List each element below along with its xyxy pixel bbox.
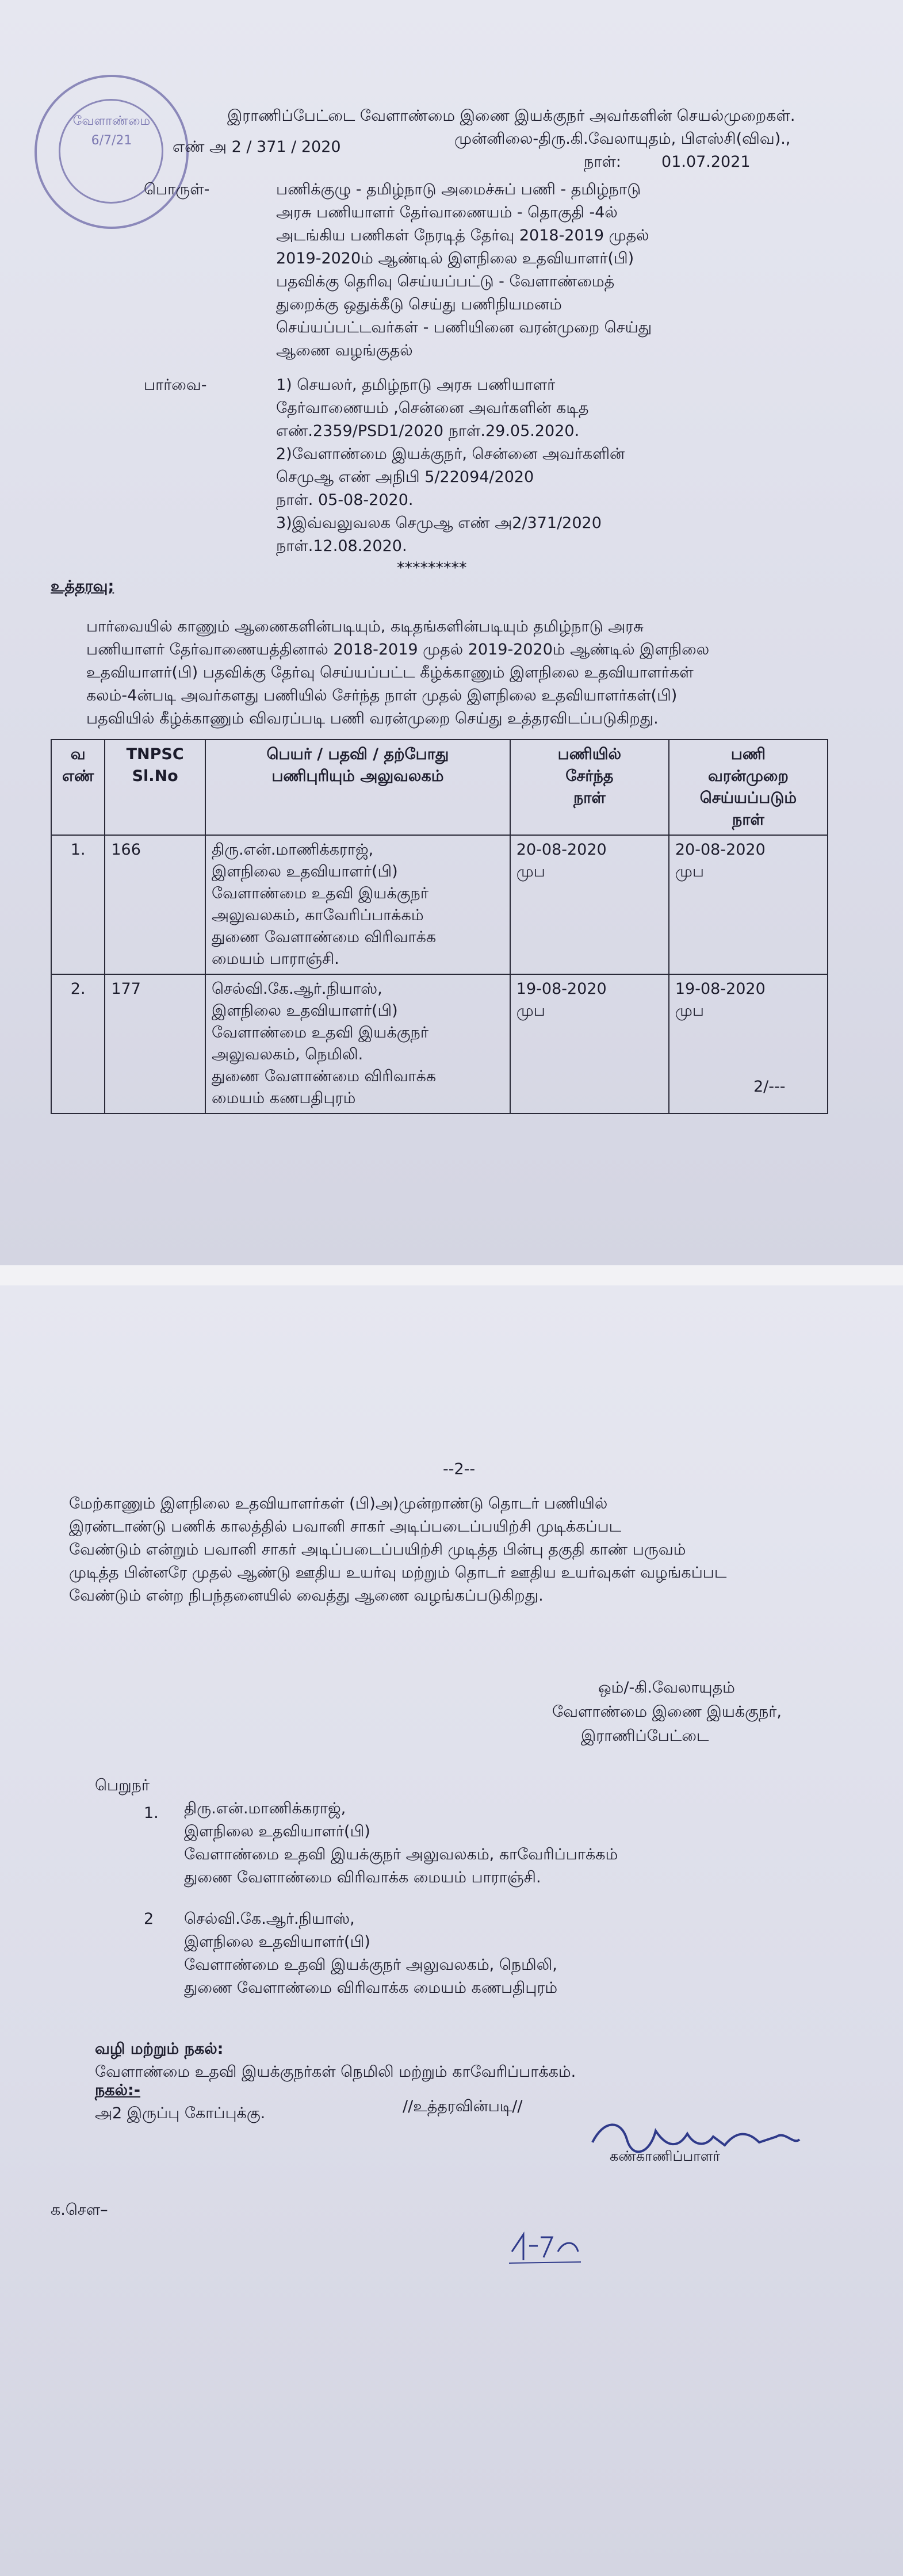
table-header-row (51, 740, 828, 835)
row-joining-date: 20-08-2020 முப (510, 835, 669, 974)
copy-via-text: வேளாண்மை உதவி இயக்குநர்கள் நெமிலி மற்றும் காவேரிப்பாக்கம். (95, 2063, 576, 2081)
row-joining-date: 19-08-2020 முப (510, 974, 669, 1113)
subject-label: பொருள்- (144, 181, 210, 198)
date-label: நாள்: (584, 153, 621, 171)
col-regularisation-date: பணி வரன்முறை செய்யப்படும் நாள் (669, 740, 828, 835)
table-row (51, 835, 828, 974)
separator-stars: ********* (397, 559, 467, 577)
signature-place: இராணிப்பேட்டை (581, 1727, 709, 1745)
reference-number: எண் அ 2 / 371 / 2020 (173, 138, 341, 156)
signature-designation: வேளாண்மை இணை இயக்குநர், (552, 1703, 782, 1721)
condition-paragraph: மேற்காணும் இளநிலை உதவியாளர்கள் (பி)அ)முன்றாண்டு தொடர் பணியில் இரண்டாண்டு பணிக் காலத்தில் பவானி சாகர் அடிப்படைப்பயிற்சி முடிக்கப்பட வேண்டும் என்றும் பவானி சாகர் அடிப்படைப்பயிற்சி முடித்த பின்பு தகுதி காண் பருவம் முடித்த பின்னரே முதல் ஆண்டு ஊதிய உயர்வு மற்றும் தொடர் ஊதிய உயர்வுகள் வழங்கப்பட வேண்டும் என்ற நிபந்தனையில் வைத்து ஆணை வழங்கப்படுகிறது. (69, 1495, 727, 1605)
recipient-2-number: 2 (144, 1910, 154, 1928)
document-page-1 (0, 0, 903, 1265)
office-seal-stamp: வேளாண்மை 6/7/21 (35, 75, 189, 229)
recipient-1-address: திரு.என்.மாணிக்கராஜ், இளநிலை உதவியாளர்(பி) வேளாண்மை உதவி இயக்குநர் அலுவலகம், காவேரிப்பாக்கம் துணை வேளாண்மை விரிவாக்க மையம் பாராஞ்சி. (184, 1800, 618, 1886)
subject-text: பணிக்குழு - தமிழ்நாடு அமைச்சுப் பணி - தமிழ்நாடு அரசு பணியாளர் தேர்வாணையம் - தொகுதி -4ல் அடங்கிய பணிகள் நேரடித் தேர்வு 2018-2019 முதல் 2019-2020ம் ஆண்டில் இளநிலை உதவியாளர்(பி) பதவிக்கு தெரிவு செய்யப்பட்டு - வேளாண்மைத் துறைக்கு ஒதுக்கீடு செய்து பணிநியமனம் செய்யப்பட்டவர்கள் - பணியினை வரன்முறை செய்து ஆணை வழங்குதல் (276, 181, 652, 359)
table-row (51, 974, 828, 1113)
col-tnpsc-no: TNPSC Sl.No (105, 740, 205, 835)
recipient-2-address: செல்வி.கே.ஆர்.நியாஸ், இளநிலை உதவியாளர்(பி) வேளாண்மை உதவி இயக்குநர் அலுவலகம், நெமிலி, துணை வேளாண்மை விரிவாக்க மையம் கணபதிபுரம் (184, 1910, 558, 1997)
reference-label: பார்வை- (144, 376, 207, 394)
by-order: //உத்தரவின்படி// (403, 2097, 523, 2115)
copy-label: நகல்:- (95, 2081, 141, 2099)
copy-text: அ2 இருப்பு கோப்புக்கு. (95, 2104, 266, 2122)
row-tnpsc-no: 166 (105, 835, 205, 974)
col-name-post-office: பெயர் / பதவி / தற்போது பணிபுரியும் அலுவலகம் (205, 740, 510, 835)
col-serial: வ எண் (51, 740, 105, 835)
reference-text: 1) செயலர், தமிழ்நாடு அரசு பணியாளர் தேர்வாணையம் ,சென்னை அவர்களின் கடித எண்.2359/PSD1/2020 நாள்.29.05.2020. 2)வேளாண்மை இயக்குநர், சென்னை அவர்களின் செமுஆ எண் அநிபி 5/22094/2020 நாள். 05-08-2020. 3)இவ்வலுவலக செமுஆ எண் அ2/371/2020 நாள்.12.08.2020. (276, 376, 625, 555)
regularisation-table (51, 739, 828, 1114)
row-serial: 2. (51, 974, 105, 1113)
row-regularisation-date: 20-08-2020 முப (669, 835, 828, 974)
row-serial: 1. (51, 835, 105, 974)
officer-title: கண்காணிப்பாளர் (610, 2148, 720, 2164)
page-number: --2-- (443, 1460, 476, 1478)
order-paragraph: பார்வையில் காணும் ஆணைகளின்படியும், கடிதங்களின்படியும் தமிழ்நாடு அரசு பணியாளர் தேர்வாணையத்தினால் 2018-2019 முதல் 2019-2020ம் ஆண்டில் இளநிலை உதவியாளர்(பி) பதவிக்கு தேர்வு செய்யப்பட்ட கீழ்க்காணும் இளநிலை உதவியாளர்கள் கலம்-4ன்படி அவர்களது பணியில் சேர்ந்த நாள் முதல் இளநிலை உதவியாளர்கள்(பி) பதவியில் கீழ்க்காணும் விவரப்படி பணி வரன்முறை செய்து உத்தரவிடப்படுகிறது. (86, 618, 710, 728)
initials: க.சௌ– (51, 2201, 108, 2219)
page-gap (0, 1265, 903, 1285)
header-line-2: முன்னிலை-திரு.கி.வேலாயுதம், பிஎஸ்சி(விவ)., (454, 130, 791, 148)
row-regularisation-date: 19-08-2020 முப (669, 974, 828, 1113)
row-name-post-office: செல்வி.கே.ஆர்.நியாஸ், இளநிலை உதவியாளர்(பி) வேளாண்மை உதவி இயக்குநர் அலுவலகம், நெமிலி. துணை வேளாண்மை விரிவாக்க மையம் கணபதிபுரம் (205, 974, 510, 1113)
recipients-label: பெறுநர் (95, 1777, 150, 1794)
col-joining-date: பணியில் சேர்ந்த நாள் (510, 740, 669, 835)
recipient-1-number: 1. (144, 1804, 159, 1822)
row-name-post-office: திரு.என்.மாணிக்கராஜ், இளநிலை உதவியாளர்(பி) வேளாண்மை உதவி இயக்குநர் அலுவலகம், காவேரிப்பாக்கம் துணை வேளாண்மை விரிவாக்க மையம் பாராஞ்சி. (205, 835, 510, 974)
copy-line (95, 2056, 265, 2125)
handwritten-date (506, 2229, 587, 2269)
order-label: உத்தரவு; (51, 577, 114, 595)
document-page-2 (0, 1285, 903, 2576)
signature-name: ஒம்/-கி.வேலாயுதம் (598, 1679, 735, 1697)
page-continuation: 2/--- (753, 1078, 786, 1096)
copy-via-label: வழி மற்றும் நகல்: (95, 2040, 224, 2058)
row-tnpsc-no: 177 (105, 974, 205, 1113)
header-line-1: இராணிப்பேட்டை வேளாண்மை இணை இயக்குநர் அவர்களின் செயல்முறைகள். (227, 107, 795, 125)
date-value: 01.07.2021 (661, 153, 751, 171)
